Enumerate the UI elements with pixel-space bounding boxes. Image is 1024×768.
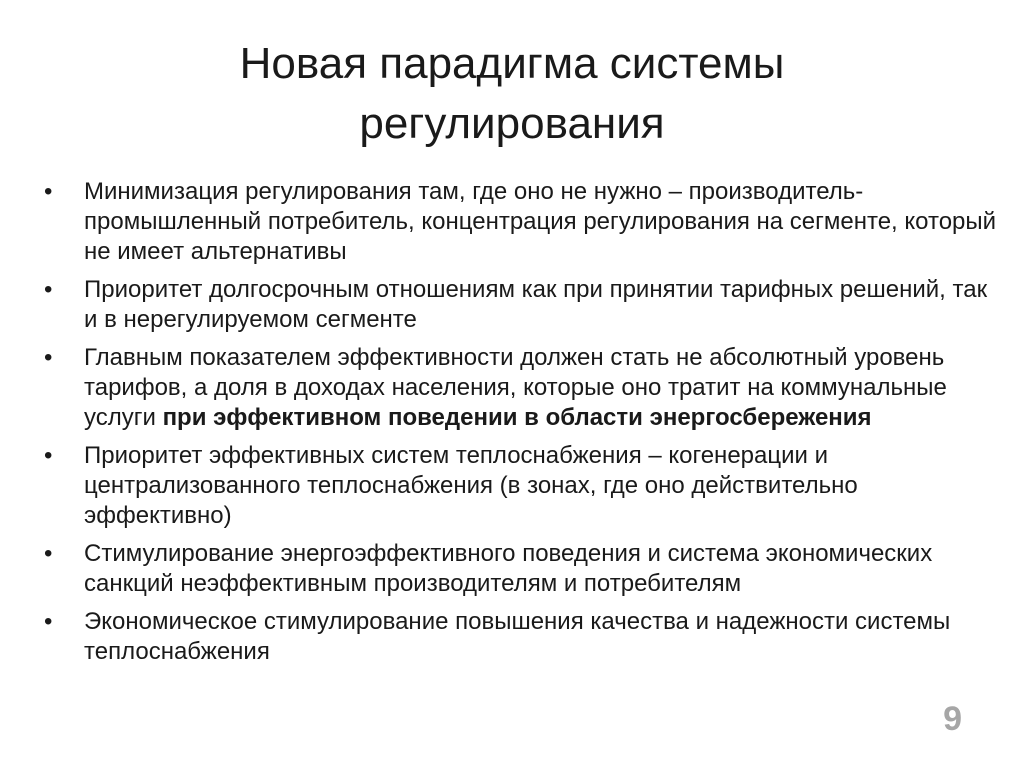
bullet-text-bold: при эффективном поведении в области энергосбережения — [162, 404, 872, 431]
bullet-text: Минимизация регулирования там, где оно не нужно – производитель- промышленный потребитель, концентрация регулирования на сегменте, который не имеет альтернативы — [84, 178, 997, 265]
bullet-item-3 — [44, 343, 1004, 433]
bullet-item-5 — [44, 539, 1004, 599]
bullet-icon: • — [44, 608, 53, 635]
page-number: 9 — [943, 700, 962, 738]
bullet-item-2 — [44, 275, 1004, 335]
bullet-text: Стимулирование энергоэффективного поведения и система экономических санкций неэффективным производителям и потребителям — [84, 540, 933, 597]
bullet-icon: • — [44, 276, 53, 303]
bullet-icon: • — [44, 178, 53, 205]
bullet-text: Приоритет долгосрочным отношениям как при принятии тарифных решений, так и в нерегулируемом сегменте — [84, 276, 988, 333]
slide-title-line-2: регулирования — [359, 99, 665, 148]
bullet-item-4 — [44, 441, 1004, 531]
bullet-icon: • — [44, 540, 53, 567]
bullet-text: Экономическое стимулирование повышения качества и надежности системы теплоснабжения — [84, 608, 951, 665]
bullet-text: Приоритет эффективных систем теплоснабжения – когенерации и централизованного теплоснабжения (в зонах, где оно действительно эффективно) — [84, 442, 858, 529]
bullet-icon: • — [44, 344, 53, 371]
bullet-text: Главным показателем эффективности должен стать не абсолютный уровень тарифов, а доля в доходах населения, которые оно тратит на коммунальные услуги — [84, 344, 947, 431]
slide-title-line-1: Новая парадигма системы — [239, 39, 785, 88]
bullet-list — [44, 177, 1004, 675]
bullet-item-1 — [44, 177, 1004, 267]
slide-title — [60, 34, 964, 154]
bullet-item-6 — [44, 607, 1004, 667]
bullet-icon: • — [44, 442, 53, 469]
